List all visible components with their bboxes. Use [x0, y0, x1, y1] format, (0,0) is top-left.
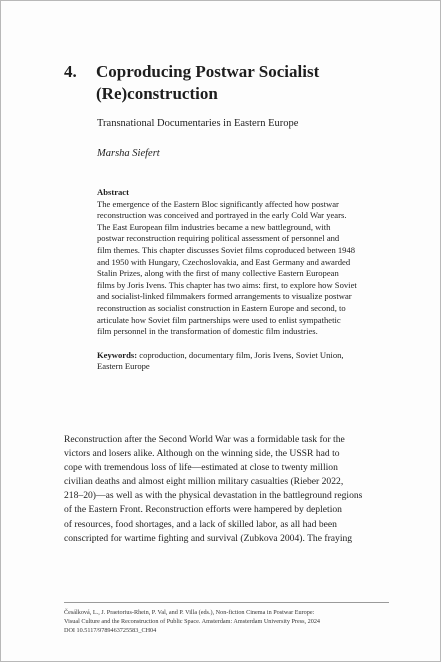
- abstract-line: postwar reconstruction requiring political assessment of personnel and: [97, 233, 340, 244]
- doi-line: DOI 10.5117/9789463725583_CH04: [64, 627, 157, 634]
- abstract-line: and 1950 with Hungary, Czechoslovakia, and East Germany and awarded: [97, 256, 351, 267]
- keywords: [97, 350, 387, 373]
- body-paragraph: [64, 433, 389, 546]
- citation-line: Česálková, L., J. Praetorius-Rhein, P. Val, and P. Villa (eds.), Non-fiction Cinema in Postwar Europe:: [64, 609, 315, 616]
- abstract-line: Stalin Prizes, along with the first of many collective Eastern European: [97, 268, 339, 279]
- abstract-line: and socialist-linked filmmakers formed arrangements to visualize postwar: [97, 291, 352, 302]
- abstract-line: reconstruction as socialist construction in Eastern Europe and second, to: [97, 302, 346, 313]
- abstract-line: The emergence of the Eastern Bloc significantly affected how postwar: [97, 198, 339, 209]
- abstract-line: articulate how Soviet film partnerships were used to enlist sympathetic: [97, 314, 341, 325]
- abstract-line: film themes. This chapter discusses Soviet films coproduced between 1948: [97, 244, 356, 255]
- abstract-text: [97, 199, 387, 338]
- body-line: conscripted for wartime fighting and survival (Zubkova 2004). The fraying: [64, 532, 353, 544]
- chapter-number: 4.: [64, 62, 77, 81]
- body-line: civilian deaths and almost eight million military casualties (Rieber 2022,: [64, 476, 344, 488]
- body-line: 218–20)—as well as with the physical devastation in the battleground regions: [64, 490, 363, 502]
- body-line: victors and losers alike. Although on the winning side, the USSR had to: [64, 448, 340, 460]
- chapter-title: [96, 61, 396, 105]
- keywords-label: Keywords:: [97, 349, 138, 360]
- chapter-subtitle: Transnational Documentaries in Eastern Europe: [97, 118, 299, 129]
- body-line: Reconstruction after the Second World War was a formidable task for the: [64, 434, 345, 445]
- chapter-title-line: (Re)construction: [96, 84, 218, 103]
- footnote-divider: [64, 602, 389, 603]
- citation-footer: [64, 608, 389, 635]
- citation-line: Visual Culture and the Reconstruction of Public Space. Amsterdam: Amsterdam University Press, 2024: [64, 618, 321, 625]
- abstract-line: films by Joris Ivens. This chapter has two aims: first, to explore how Soviet: [97, 279, 357, 290]
- body-line: of the Eastern Front. Reconstruction efforts were hampered by depletion: [64, 504, 342, 516]
- chapter-title-line: Coproducing Postwar Socialist: [96, 62, 320, 81]
- abstract-line: The East European film industries became a new battleground, with: [97, 221, 331, 232]
- abstract-section: [97, 187, 387, 373]
- abstract-line: film personnel in the transformation of domestic film industries.: [97, 326, 318, 337]
- abstract-heading: Abstract: [97, 187, 129, 197]
- abstract-line: reconstruction was conceived and portrayed in the early Cold War years.: [97, 210, 347, 221]
- body-line: of resources, food shortages, and a lack of skilled labor, as all had been: [64, 518, 337, 530]
- keywords-list: Eastern Europe: [97, 361, 150, 372]
- author-name: Marsha Siefert: [97, 148, 160, 159]
- body-line: cope with tremendous loss of life—estimated at close to twenty million: [64, 462, 338, 474]
- keywords-list: coproduction, documentary film, Joris Ivens, Soviet Union,: [137, 349, 344, 360]
